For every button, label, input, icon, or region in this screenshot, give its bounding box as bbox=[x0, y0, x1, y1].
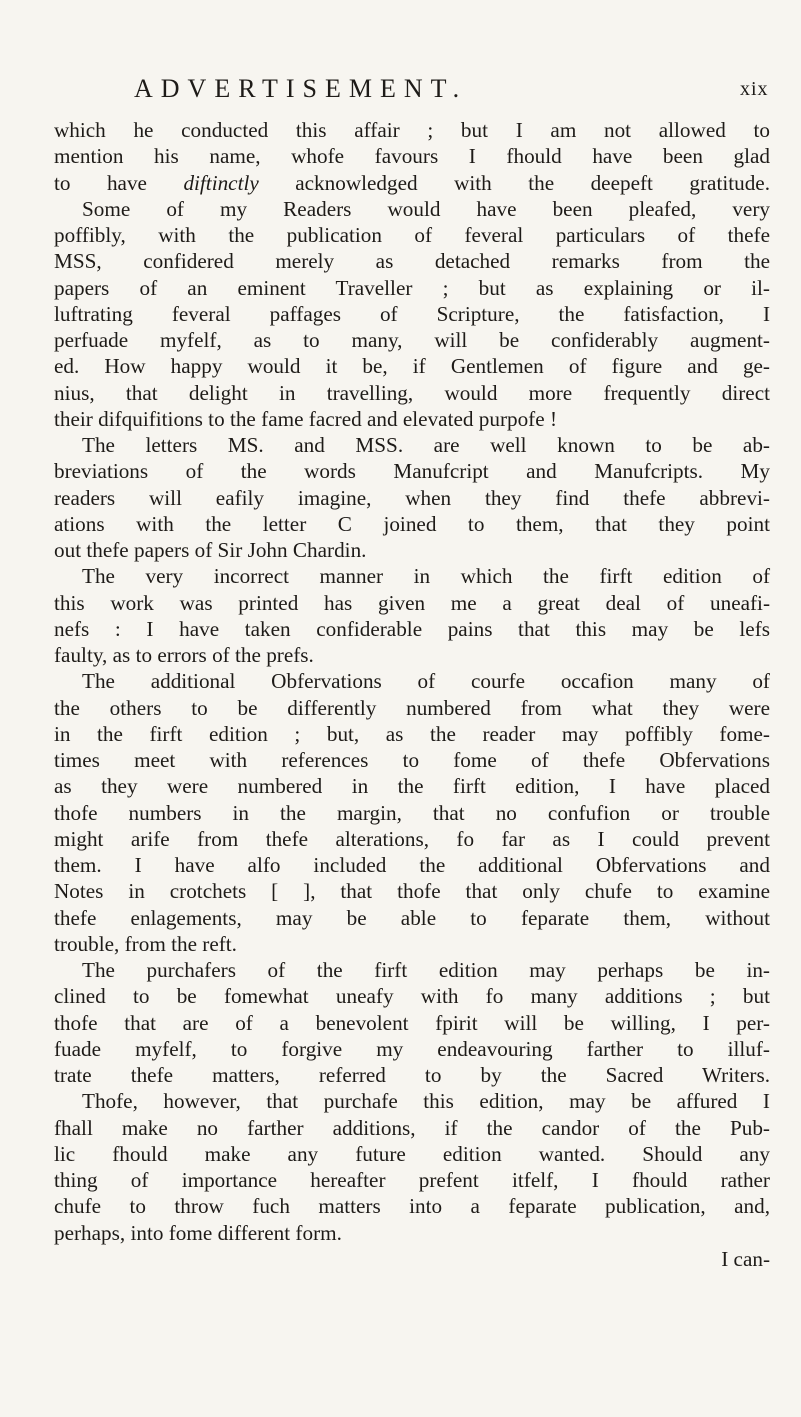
text-line bbox=[54, 695, 770, 721]
text-segment: poffibly, with the publication of feveral particulars of thefe bbox=[54, 223, 770, 247]
text-segment: acknowledged with the deepeft gratitude. bbox=[258, 170, 770, 195]
text-segment: out thefe papers of Sir John Chardin. bbox=[54, 538, 367, 562]
text-segment: this work was printed has given me a great deal of uneafi- bbox=[54, 590, 770, 615]
text-line bbox=[54, 1141, 770, 1167]
text-line bbox=[54, 931, 770, 957]
text-segment: lic fhould make any future edition wanted. Should any bbox=[54, 1141, 770, 1166]
text-segment: I can- bbox=[721, 1246, 770, 1271]
running-header bbox=[0, 74, 801, 114]
text-line bbox=[54, 1193, 770, 1219]
text-segment: in the firft edition ; but, as the reader may poffibly fome- bbox=[54, 721, 770, 746]
text-line bbox=[54, 563, 770, 589]
text-line bbox=[54, 1115, 770, 1141]
text-line bbox=[54, 406, 770, 432]
text-line bbox=[54, 800, 770, 826]
text-segment: as they were numbered in the firft edition, I have placed bbox=[54, 774, 770, 799]
text-line bbox=[54, 852, 770, 878]
text-line bbox=[54, 721, 770, 747]
text-line bbox=[54, 668, 770, 694]
text-line bbox=[54, 275, 770, 301]
text-line bbox=[54, 957, 770, 983]
text-line bbox=[54, 1167, 770, 1193]
text-segment: perhaps, into fome different form. bbox=[54, 1220, 342, 1245]
text-segment: The additional Obfervations of courfe occafion many of bbox=[82, 669, 770, 694]
text-line bbox=[54, 878, 770, 904]
text-segment: ations with the letter C joined to them, that they point bbox=[54, 511, 770, 536]
text-segment: thing of importance hereafter prefent itfelf, I fhould rather bbox=[54, 1168, 770, 1192]
text-segment: thefe enlagements, may be able to feparate them, without bbox=[54, 905, 770, 930]
text-segment: them. I have alfo included the additional Obfervations and bbox=[54, 853, 770, 877]
text-segment: their difquifitions to the fame facred and elevated purpofe ! bbox=[54, 406, 557, 431]
text-line bbox=[54, 143, 770, 169]
text-line bbox=[54, 222, 770, 248]
text-segment: ed. How happy would it be, if Gentlemen of figure and ge- bbox=[54, 354, 770, 379]
text-segment: clined to be fomewhat uneafy with fo many additions ; but bbox=[54, 984, 770, 1009]
text-line bbox=[54, 642, 770, 668]
text-segment: The purchafers of the firft edition may perhaps be in- bbox=[82, 958, 770, 982]
text-line bbox=[54, 458, 770, 484]
text-line bbox=[54, 511, 770, 537]
text-line bbox=[54, 327, 770, 353]
text-segment: thofe that are of a benevolent fpirit will be willing, I per- bbox=[54, 1010, 770, 1035]
text-segment: the others to be differently numbered from what they were bbox=[54, 695, 770, 720]
text-segment: trate thefe matters, referred to by the Sacred Writers. bbox=[54, 1063, 770, 1087]
text-segment: readers will eafily imagine, when they find thefe abbrevi- bbox=[54, 485, 770, 510]
text-line bbox=[54, 1220, 770, 1246]
text-segment: fuade myfelf, to forgive my endeavouring farther to illuf- bbox=[54, 1036, 770, 1061]
text-line bbox=[54, 432, 770, 458]
text-segment: The very incorrect manner in which the firft edition of bbox=[82, 564, 770, 589]
text-line bbox=[54, 301, 770, 327]
text-line bbox=[54, 773, 770, 799]
text-line bbox=[54, 537, 770, 563]
text-line bbox=[54, 747, 770, 773]
text-segment: might arife from thefe alterations, fo far as I could prevent bbox=[54, 826, 770, 851]
text-line bbox=[54, 117, 770, 143]
text-segment: chufe to throw fuch matters into a feparate publication, and, bbox=[54, 1194, 770, 1219]
body-text bbox=[54, 117, 770, 1272]
text-segment: The letters MS. and MSS. are well known to be ab- bbox=[82, 433, 770, 457]
text-line bbox=[54, 1246, 770, 1272]
text-segment: which he conducted this affair ; but I am not allowed to bbox=[54, 118, 770, 142]
text-line bbox=[54, 983, 770, 1009]
text-segment: to have bbox=[54, 170, 184, 195]
text-segment: Thofe, however, that purchafe this edition, may be affured I bbox=[82, 1089, 770, 1114]
text-line bbox=[54, 1088, 770, 1114]
text-segment: fhall make no farther additions, if the candor of the Pub- bbox=[54, 1115, 770, 1140]
text-segment: Notes in crotchets [ ], that thofe that only chufe to examine bbox=[54, 879, 770, 904]
text-segment: faulty, as to errors of the prefs. bbox=[54, 643, 314, 667]
text-segment: mention his name, whofe favours I fhould have been glad bbox=[54, 144, 770, 169]
text-line bbox=[54, 616, 770, 642]
text-segment: nius, that delight in travelling, would more frequently direct bbox=[54, 380, 770, 405]
text-line bbox=[54, 1036, 770, 1062]
text-line bbox=[54, 1010, 770, 1036]
text-line bbox=[54, 590, 770, 616]
text-segment: Some of my Readers would have been pleafed, very bbox=[82, 196, 770, 221]
text-segment: papers of an eminent Traveller ; but as explaining or il- bbox=[54, 275, 770, 300]
text-segment: trouble, from the reft. bbox=[54, 931, 237, 956]
text-segment: luftrating feveral paffages of Scripture, the fatisfaction, I bbox=[54, 301, 770, 326]
text-line bbox=[54, 170, 770, 196]
page-number: xix bbox=[740, 78, 769, 100]
text-line bbox=[54, 380, 770, 406]
italic-text: diftinctly bbox=[183, 170, 259, 195]
text-segment: thofe numbers in the margin, that no confufion or trouble bbox=[54, 800, 770, 825]
text-line bbox=[54, 196, 770, 222]
text-line bbox=[54, 248, 770, 274]
text-segment: breviations of the words Manufcript and Manufcripts. My bbox=[54, 459, 770, 484]
text-line bbox=[54, 485, 770, 511]
header-title: ADVERTISEMENT. bbox=[134, 74, 468, 103]
text-segment: MSS, confidered merely as detached remarks from the bbox=[54, 249, 770, 274]
text-line bbox=[54, 905, 770, 931]
text-line bbox=[54, 1062, 770, 1088]
text-line bbox=[54, 353, 770, 379]
text-segment: times meet with references to fome of thefe Obfervations bbox=[54, 748, 770, 772]
text-line bbox=[54, 826, 770, 852]
text-segment: perfuade myfelf, as to many, will be confiderably augment- bbox=[54, 328, 770, 352]
text-segment: nefs : I have taken confiderable pains that this may be lefs bbox=[54, 616, 770, 641]
